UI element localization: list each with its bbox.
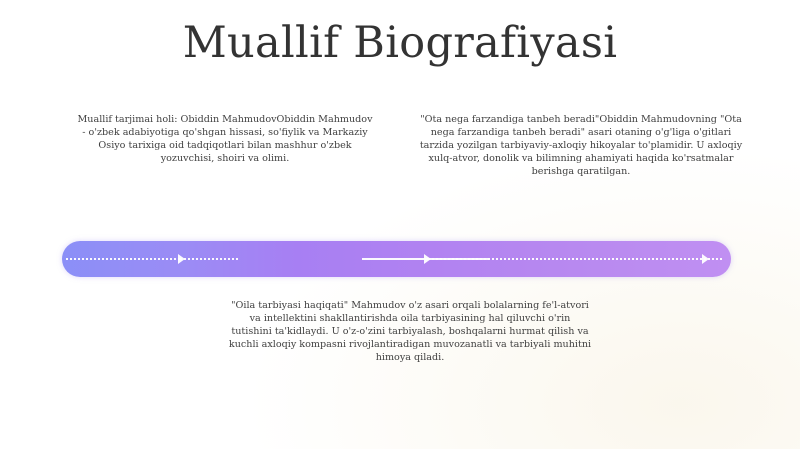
timeline-arrow-icon [424,254,431,264]
timeline-dashed-line [180,258,240,260]
timeline-dashed-line [66,258,180,260]
timeline-dashed-line [432,258,722,260]
timeline-bar [62,241,731,277]
book-summary-text-block: "Ota nega farzandiga tanbeh beradi"Obiddin Mahmudovning "Ota nega farzandiga tanbeh beradi" asari otaning o'g'liga o'gitlari tarzida yozilgan tarbiyaviy-axloqiy hikoyalar to'plamidir. U axloqiy xulq-atvor, donolik va bilimning ahamiyati haqida ko'rsatmalar berishga qaratilgan. [419,114,743,177]
family-upbringing-text-block: "Oila tarbiyasi haqiqati" Mahmudov o'z asari orqali bolalarning fe'l-atvori va intellektini shakllantirishda oila tarbiyasining hal qiluvchi o'rin tutishini ta'kidlaydi. U o'z-o'zini tarbiyalash, boshqalarni hurmat qilish va kuchli axloqiy kompasni rivojlantiradigan muvozanatli va tarbiyali muhitni himoya qiladi. [228,300,592,363]
slide-title: Muallif Biografiyasi [182,18,618,68]
biography-text-block: Muallif tarjimai holi: Obiddin MahmudovObiddin Mahmudov - o'zbek adabiyotiga qo'shgan hissasi, so'fiylik va Markaziy Osiyo tarixiga oid tadqiqotlari bilan mashhur o'zbek yozuvchisi, shoiri va olimi. [77,114,373,164]
timeline-arrow-icon [702,254,709,264]
